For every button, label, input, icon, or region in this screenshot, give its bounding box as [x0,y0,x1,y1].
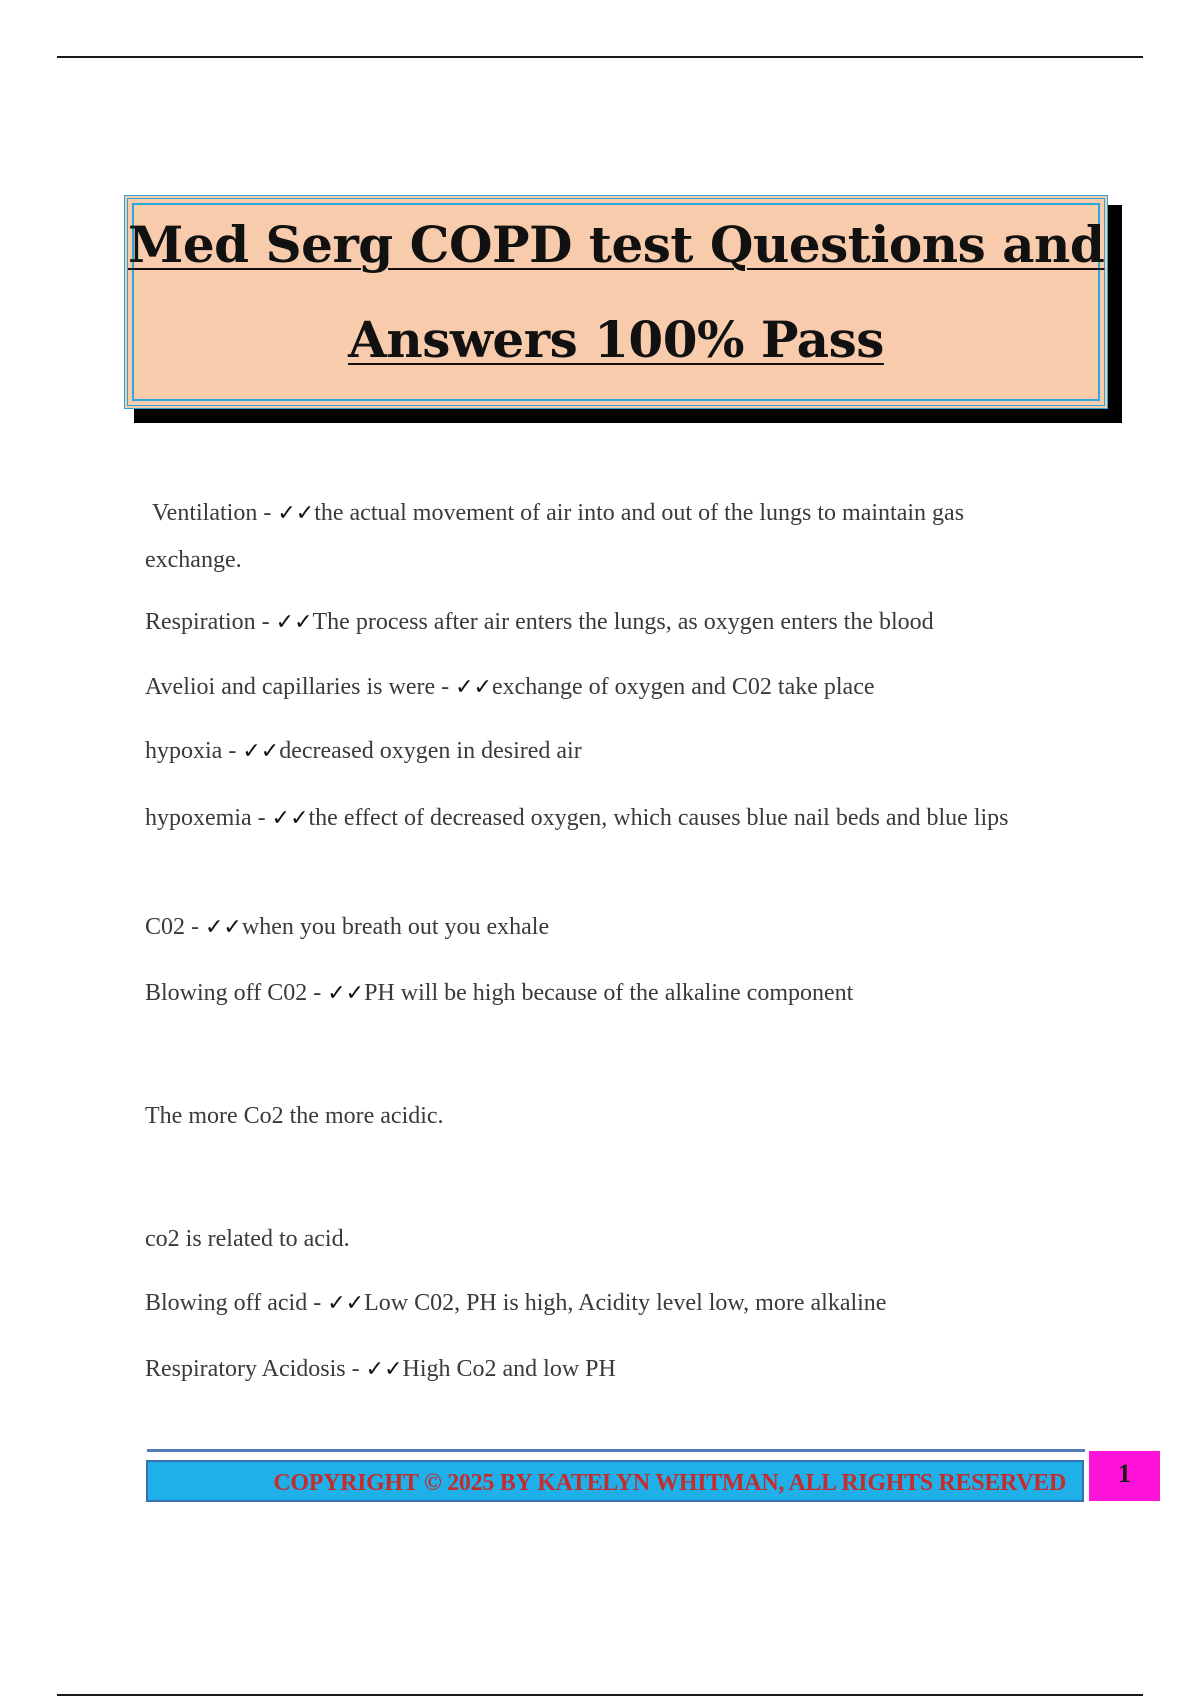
entry-respiratory-acidosis [145,1346,1065,1393]
copyright-text: COPYRIGHT © 2025 BY KATELYN WHITMAN, ALL RIGHTS RESERVED [273,1470,1066,1496]
note-more-co2 [145,1093,1065,1139]
entry-definition: High Co2 and low PH [402,1356,616,1382]
entry-definition: when you breath out you exhale [241,914,550,940]
entry-ventilation [145,490,1065,583]
entry-definition: the effect of decreased oxygen, which causes blue nail beds and blue lips [308,805,1009,831]
page-number: 1 [1118,1459,1131,1488]
entry-term: Ventilation - [152,500,278,526]
entry-respiration [145,599,1065,646]
copyright-bar [146,1460,1084,1502]
entry-hypoxia [145,728,1065,775]
entry-term: Blowing off C02 - [145,980,328,1006]
top-rule [57,56,1143,58]
document-title-line-1: Med Serg COPD test Questions and [128,215,1105,274]
double-check-icon: ✓✓ [205,915,242,940]
double-check-icon: ✓✓ [327,981,365,1006]
entry-definition: the actual movement of air into and out of the lungs to maintain gas exchange. [145,500,965,573]
note-co2-acid [145,1216,1065,1262]
document-title-line-2: Answers 100% Pass [348,310,884,369]
double-check-icon: ✓✓ [277,501,315,526]
entry-term: hypoxemia - [145,805,272,831]
double-check-icon: ✓✓ [455,675,492,700]
entry-hypoxemia [145,795,1065,842]
entry-definition: Low C02, PH is high, Acidity level low, more alkaline [364,1290,887,1316]
entry-c02 [145,904,1065,951]
entry-term: Blowing off acid - [145,1290,328,1316]
double-check-icon: ✓✓ [327,1291,365,1316]
entry-blowing-off-acid [145,1280,1065,1327]
entry-blowing-off-c02 [145,970,1065,1017]
bottom-rule [57,1694,1143,1696]
entry-definition: exchange of oxygen and C02 take place [491,674,875,700]
double-check-icon: ✓✓ [271,806,309,831]
entry-term: Respiration - [145,609,276,635]
footer-divider [147,1449,1085,1452]
entry-alveoli [145,664,1065,711]
double-check-icon: ✓✓ [365,1357,403,1382]
entry-term: hypoxia - [145,738,243,764]
entry-term: C02 - [145,914,205,940]
double-check-icon: ✓✓ [242,739,280,764]
entry-definition: decreased oxygen in desired air [279,738,582,764]
entry-definition: The process after air enters the lungs, as oxygen enters the blood [312,609,934,635]
entry-definition: PH will be high because of the alkaline component [364,980,854,1006]
page-number-badge [1089,1451,1160,1501]
double-check-icon: ✓✓ [275,610,313,635]
title-box [124,195,1108,409]
note-text: The more Co2 the more acidic. [145,1103,444,1129]
entry-term: Avelioi and capillaries is were - [145,674,456,700]
note-text: co2 is related to acid. [145,1226,350,1252]
entry-term: Respiratory Acidosis - [145,1356,366,1382]
